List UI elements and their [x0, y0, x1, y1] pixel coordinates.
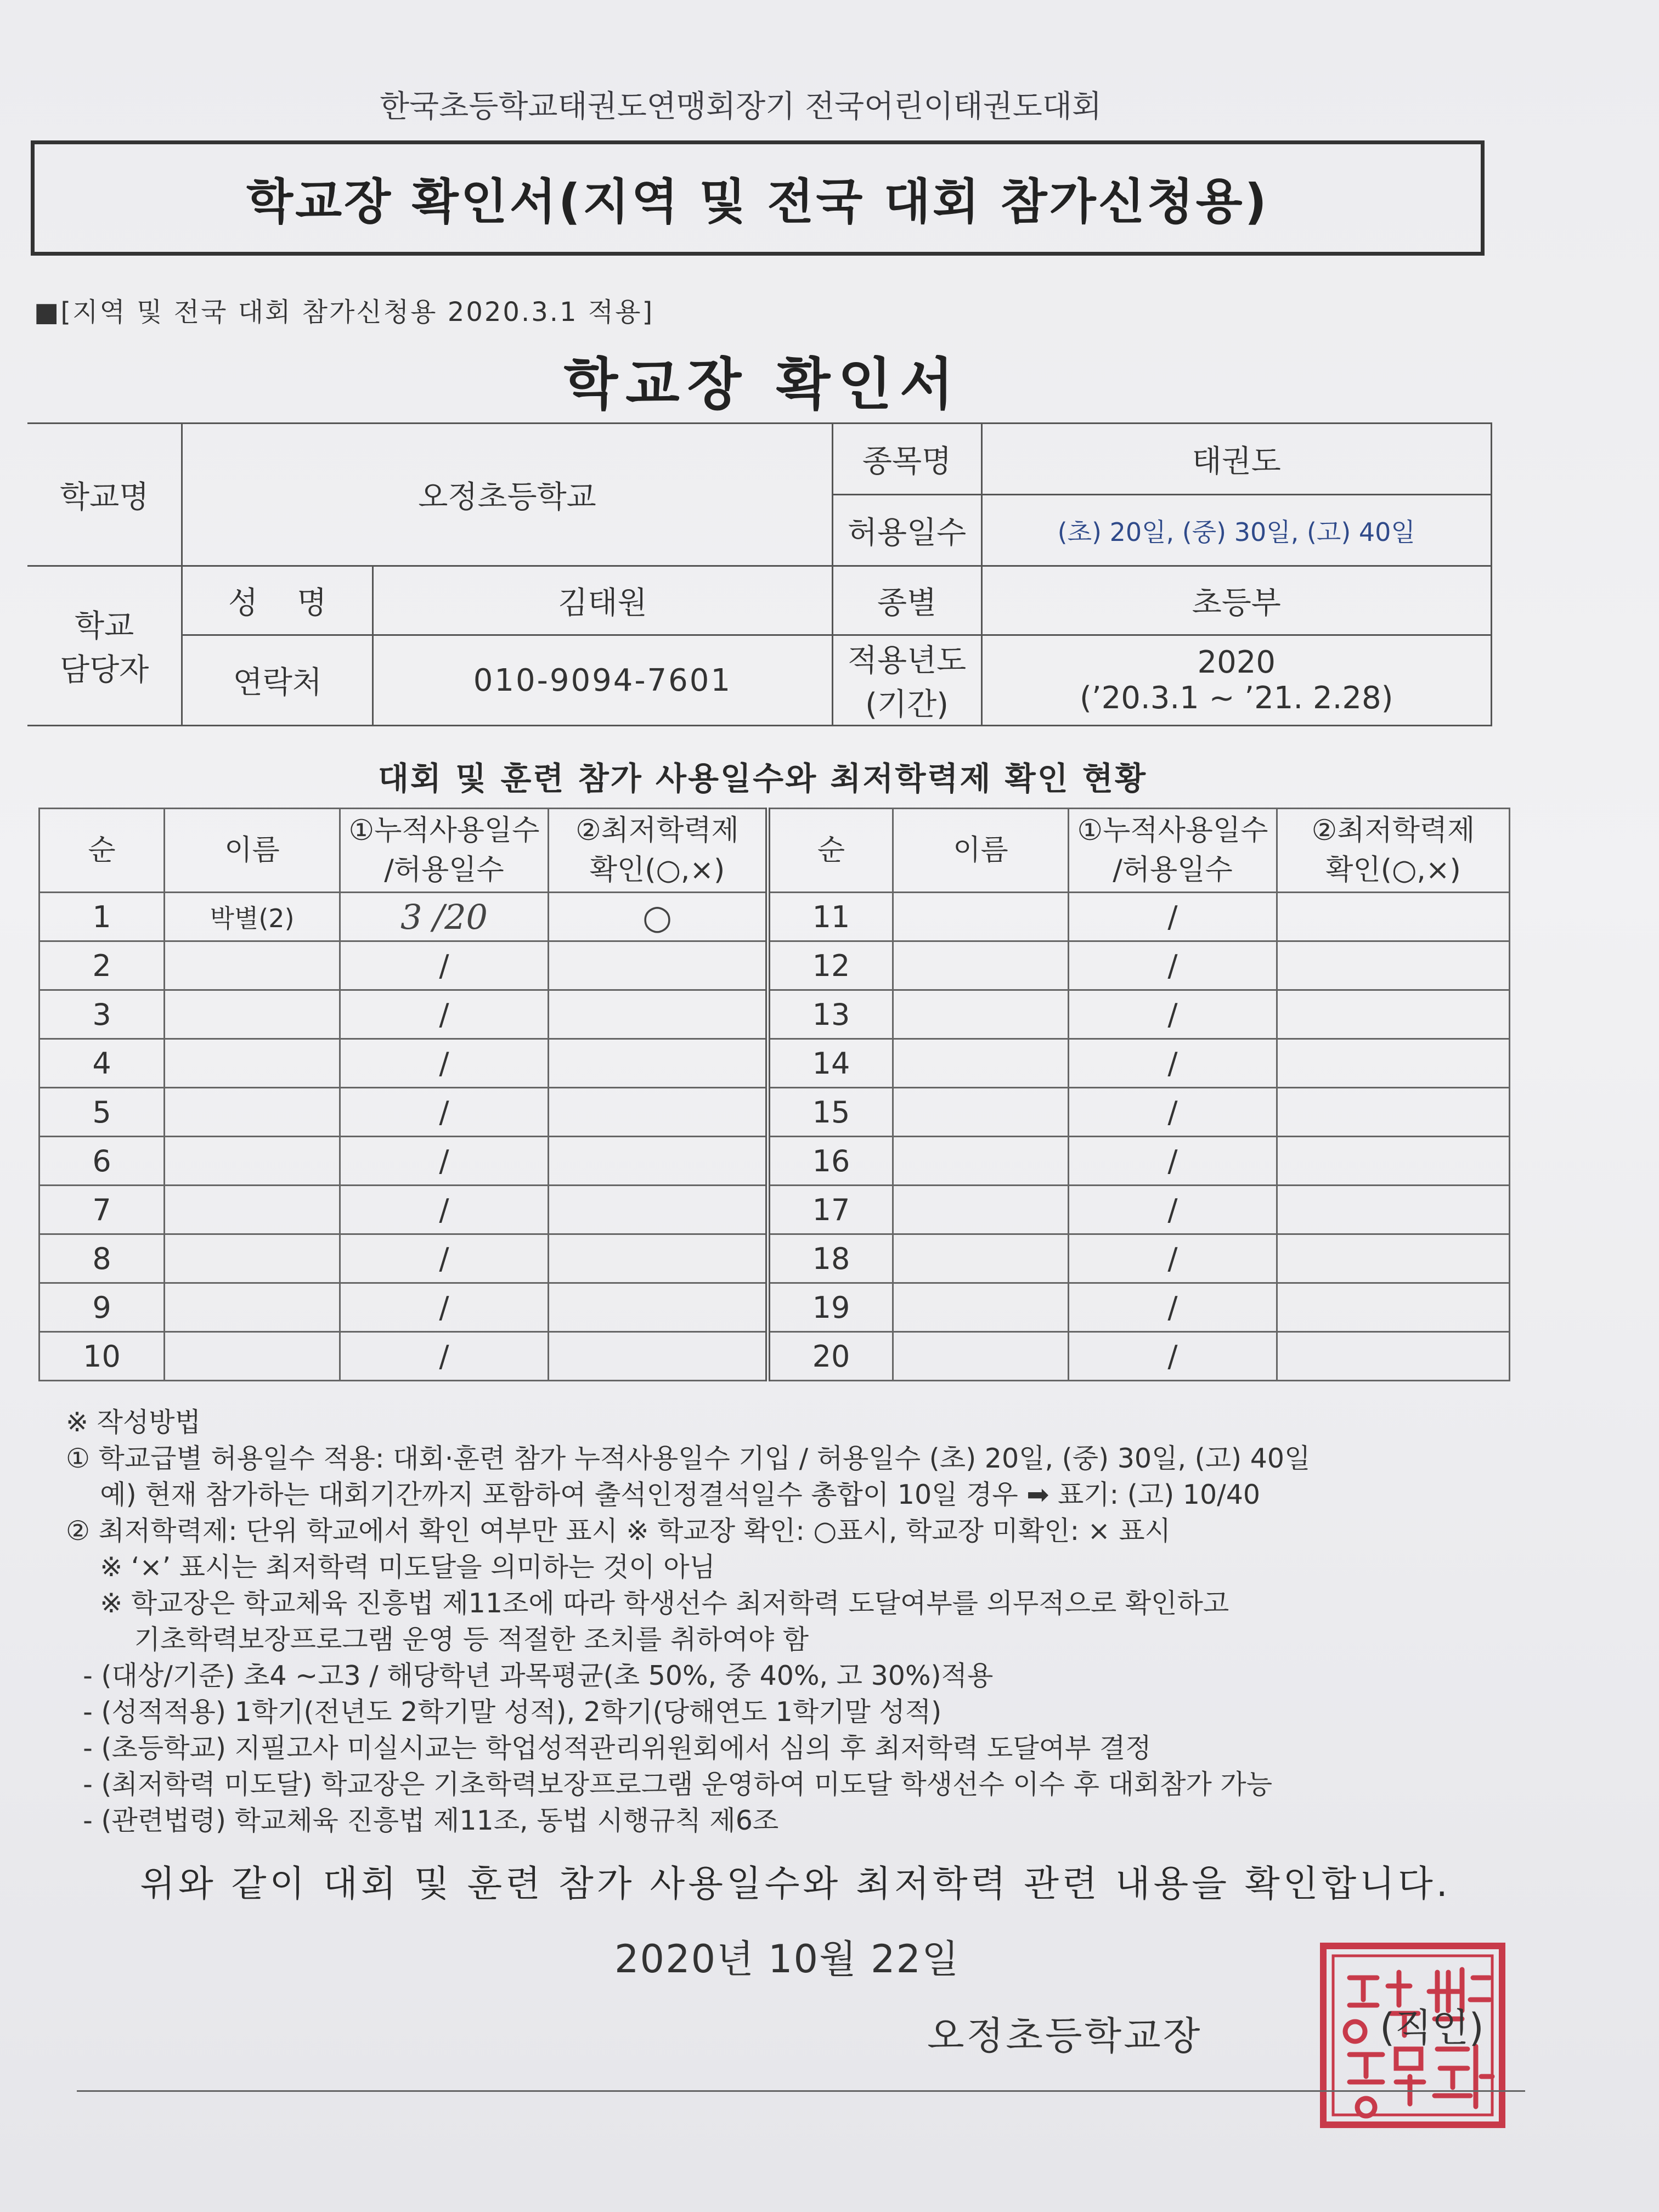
organizer-title: 한국초등학교태권도연맹회장기 전국어린이태권도대회	[379, 89, 1102, 125]
row-number: 11	[768, 893, 893, 941]
used-allowed-days: /	[340, 1186, 549, 1234]
division-value: 초등부	[981, 566, 1492, 635]
academic-check	[1277, 990, 1510, 1039]
instruction-line: - (대상/기준) 초4 ~고3 / 해당학년 과목평균(초 50%, 중 40%, 고 30%)적용	[66, 1660, 994, 1691]
col-acad-line1: ②최저학력제	[1311, 814, 1475, 847]
col-name-left: 이름	[165, 809, 340, 893]
table-row	[40, 893, 1510, 941]
table-row	[40, 1234, 1510, 1283]
col-days-line1: ①누적사용일수	[348, 814, 540, 847]
seal-label: (직인)	[1380, 2005, 1484, 2050]
row-number: 20	[768, 1332, 893, 1381]
used-allowed-days: /	[1069, 990, 1277, 1039]
academic-check	[549, 941, 768, 990]
row-number: 8	[40, 1234, 165, 1283]
academic-check	[1277, 1186, 1510, 1234]
instruction-line: 예) 현재 참가하는 대회기간까지 포함하여 출석인정결석일수 총합이 10일 경우 ➡ 표기: (고) 10/40	[66, 1479, 1261, 1510]
row-number: 17	[768, 1186, 893, 1234]
instruction-line: - (최저학력 미도달) 학교장은 기초학력보장프로그램 운영하여 미도달 학생선수 이수 후 대회참가 가능	[66, 1769, 1273, 1800]
academic-check	[549, 990, 768, 1039]
issue-date: 2020년 10월 22일	[614, 1937, 960, 1982]
used-allowed-days: /	[1069, 1137, 1277, 1186]
academic-check	[1277, 1283, 1510, 1332]
student-name	[165, 990, 340, 1039]
row-number: 9	[40, 1283, 165, 1332]
form-subtitle: ■[지역 및 전국 대회 참가신청용 2020.3.1 적용]	[34, 297, 654, 328]
contact-label	[27, 566, 182, 726]
used-allowed-days: /	[1069, 1283, 1277, 1332]
year-label-line1: 적용년도	[847, 643, 967, 679]
year-label	[832, 635, 981, 726]
row-number: 7	[40, 1186, 165, 1234]
col-no-right: 순	[768, 809, 893, 893]
allowed-days-label: 허용일수	[832, 495, 981, 566]
allowed-days-value: (초) 20일, (중) 30일, (고) 40일	[981, 495, 1492, 566]
principal-name: 오정초등학교장	[927, 2013, 1203, 2058]
instruction-line: ※ 작성방법	[66, 1407, 201, 1438]
used-allowed-days: /	[340, 1234, 549, 1283]
academic-check	[549, 1137, 768, 1186]
instruction-line: - (성적적용) 1학기(전년도 2학기말 성적), 2학기(당해연도 1학기말 성적)	[66, 1696, 942, 1728]
row-number: 18	[768, 1234, 893, 1283]
row-number: 10	[40, 1332, 165, 1381]
school-info-table	[27, 422, 1492, 726]
name-value: 김태원	[373, 566, 832, 635]
used-allowed-days: /	[1069, 1332, 1277, 1381]
col-academic-left	[549, 809, 768, 893]
student-name	[165, 1234, 340, 1283]
instruction-line: ※ ‘×’ 표시는 최저학력 미도달을 의미하는 것이 아님	[66, 1551, 715, 1583]
row-number: 3	[40, 990, 165, 1039]
row-number: 16	[768, 1137, 893, 1186]
sport-value: 태권도	[981, 424, 1492, 495]
year-value-line1: 2020	[1197, 645, 1276, 680]
col-days-left	[340, 809, 549, 893]
academic-check	[1277, 893, 1510, 941]
row-number: 4	[40, 1039, 165, 1088]
form-heading: 학교장 확인서	[563, 352, 962, 417]
academic-check	[1277, 1234, 1510, 1283]
academic-check: ○	[549, 893, 768, 941]
used-allowed-days: /	[1069, 1039, 1277, 1088]
row-number: 13	[768, 990, 893, 1039]
table-row	[40, 1039, 1510, 1088]
instructions	[66, 1404, 1536, 1839]
student-name	[165, 1283, 340, 1332]
student-name: 박별(2)	[165, 893, 340, 941]
used-allowed-days: /	[1069, 1234, 1277, 1283]
student-name	[165, 1088, 340, 1137]
title-box	[31, 140, 1485, 256]
student-name	[165, 1186, 340, 1234]
student-name	[893, 1137, 1069, 1186]
used-allowed-days: /	[1069, 941, 1277, 990]
used-allowed-days: /	[1069, 1088, 1277, 1137]
academic-check	[549, 1039, 768, 1088]
used-allowed-days: /	[340, 1137, 549, 1186]
used-allowed-days: /	[1069, 893, 1277, 941]
row-number: 5	[40, 1088, 165, 1137]
confirmation-statement: 위와 같이 대회 및 훈련 참가 사용일수와 최저학력 관련 내용을 확인합니다.	[140, 1863, 1451, 1905]
academic-check	[549, 1234, 768, 1283]
academic-check	[1277, 1039, 1510, 1088]
row-number: 6	[40, 1137, 165, 1186]
academic-check	[549, 1186, 768, 1234]
participation-table	[38, 808, 1510, 1381]
school-value: 오정초등학교	[182, 424, 832, 566]
student-name	[893, 1332, 1069, 1381]
student-name	[893, 1234, 1069, 1283]
table-row	[40, 1332, 1510, 1381]
tracker-heading: 대회 및 훈련 참가 사용일수와 최저학력제 확인 현황	[378, 760, 1147, 797]
academic-check	[1277, 1332, 1510, 1381]
student-name	[893, 1088, 1069, 1137]
instruction-line: ① 학교급별 허용일수 적용: 대회·훈련 참가 누적사용일수 기입 / 허용일수 (초) 20일, (중) 30일, (고) 40일	[66, 1443, 1311, 1474]
instruction-line: 기초학력보장프로그램 운영 등 적절한 조치를 취하여야 함	[66, 1624, 809, 1655]
table-row	[40, 1137, 1510, 1186]
year-label-line2: (기간)	[865, 687, 949, 723]
table-row	[40, 941, 1510, 990]
student-name	[893, 1186, 1069, 1234]
academic-check	[549, 1088, 768, 1137]
sport-label: 종목명	[832, 424, 981, 495]
col-days-line1: ①누적사용일수	[1077, 814, 1268, 847]
table-row	[40, 1283, 1510, 1332]
col-acad-line1: ②최저학력제	[575, 814, 739, 847]
academic-check	[549, 1283, 768, 1332]
instruction-line: ※ 학교장은 학교체육 진흥법 제11조에 따라 학생선수 최저학력 도달여부를 의무적으로 확인하고	[66, 1588, 1229, 1619]
school-label: 학교명	[27, 424, 182, 566]
used-allowed-days: /	[340, 1332, 549, 1381]
col-no-left: 순	[40, 809, 165, 893]
instruction-line: - (관련법령) 학교체육 진흥법 제11조, 동법 시행규칙 제6조	[66, 1805, 779, 1836]
year-value-line2: (’20.3.1 ~ ’21. 2.28)	[1080, 680, 1393, 716]
used-allowed-days: 3 /20	[340, 893, 549, 941]
table-row	[40, 1186, 1510, 1234]
student-name	[165, 1137, 340, 1186]
used-allowed-days: /	[340, 990, 549, 1039]
row-number: 1	[40, 893, 165, 941]
student-name	[893, 990, 1069, 1039]
contact-label-line1: 학교	[75, 608, 134, 644]
row-number: 14	[768, 1039, 893, 1088]
student-name	[893, 1039, 1069, 1088]
student-name	[165, 1332, 340, 1381]
col-academic-right	[1277, 809, 1510, 893]
table-row	[40, 990, 1510, 1039]
row-number: 19	[768, 1283, 893, 1332]
row-number: 12	[768, 941, 893, 990]
year-value	[981, 635, 1492, 726]
academic-check	[1277, 1088, 1510, 1137]
bottom-divider	[77, 2090, 1525, 2092]
phone-value: 010-9094-7601	[373, 635, 832, 726]
document-title: 학교장 확인서(지역 및 전국 대회 참가신청용)	[246, 173, 1269, 230]
row-number: 2	[40, 941, 165, 990]
col-name-right: 이름	[893, 809, 1069, 893]
used-allowed-days: /	[340, 1039, 549, 1088]
student-name	[165, 1039, 340, 1088]
instruction-line: ② 최저학력제: 단위 학교에서 확인 여부만 표시 ※ 학교장 확인: ○표시, 학교장 미확인: × 표시	[66, 1515, 1171, 1547]
academic-check	[549, 1332, 768, 1381]
contact-label-line2: 담당자	[60, 652, 149, 688]
col-days-line2: /허용일수	[384, 854, 504, 887]
academic-check	[1277, 1137, 1510, 1186]
used-allowed-days: /	[340, 941, 549, 990]
division-label: 종별	[832, 566, 981, 635]
col-acad-line2: 확인(○,×)	[589, 854, 725, 887]
student-name	[893, 1283, 1069, 1332]
col-days-right	[1069, 809, 1277, 893]
col-days-line2: /허용일수	[1113, 854, 1233, 887]
used-allowed-days: /	[340, 1088, 549, 1137]
instruction-line: - (초등학교) 지필고사 미실시교는 학업성적관리위원회에서 심의 후 최저학력 도달여부 결정	[66, 1733, 1152, 1764]
academic-check	[1277, 941, 1510, 990]
col-acad-line2: 확인(○,×)	[1325, 854, 1461, 887]
student-name	[165, 941, 340, 990]
used-allowed-days: /	[340, 1283, 549, 1332]
student-name	[893, 893, 1069, 941]
table-row	[40, 1088, 1510, 1137]
used-allowed-days: /	[1069, 1186, 1277, 1234]
student-name	[893, 941, 1069, 990]
row-number: 15	[768, 1088, 893, 1137]
phone-label: 연락처	[182, 635, 373, 726]
name-label: 성 명	[182, 566, 373, 635]
